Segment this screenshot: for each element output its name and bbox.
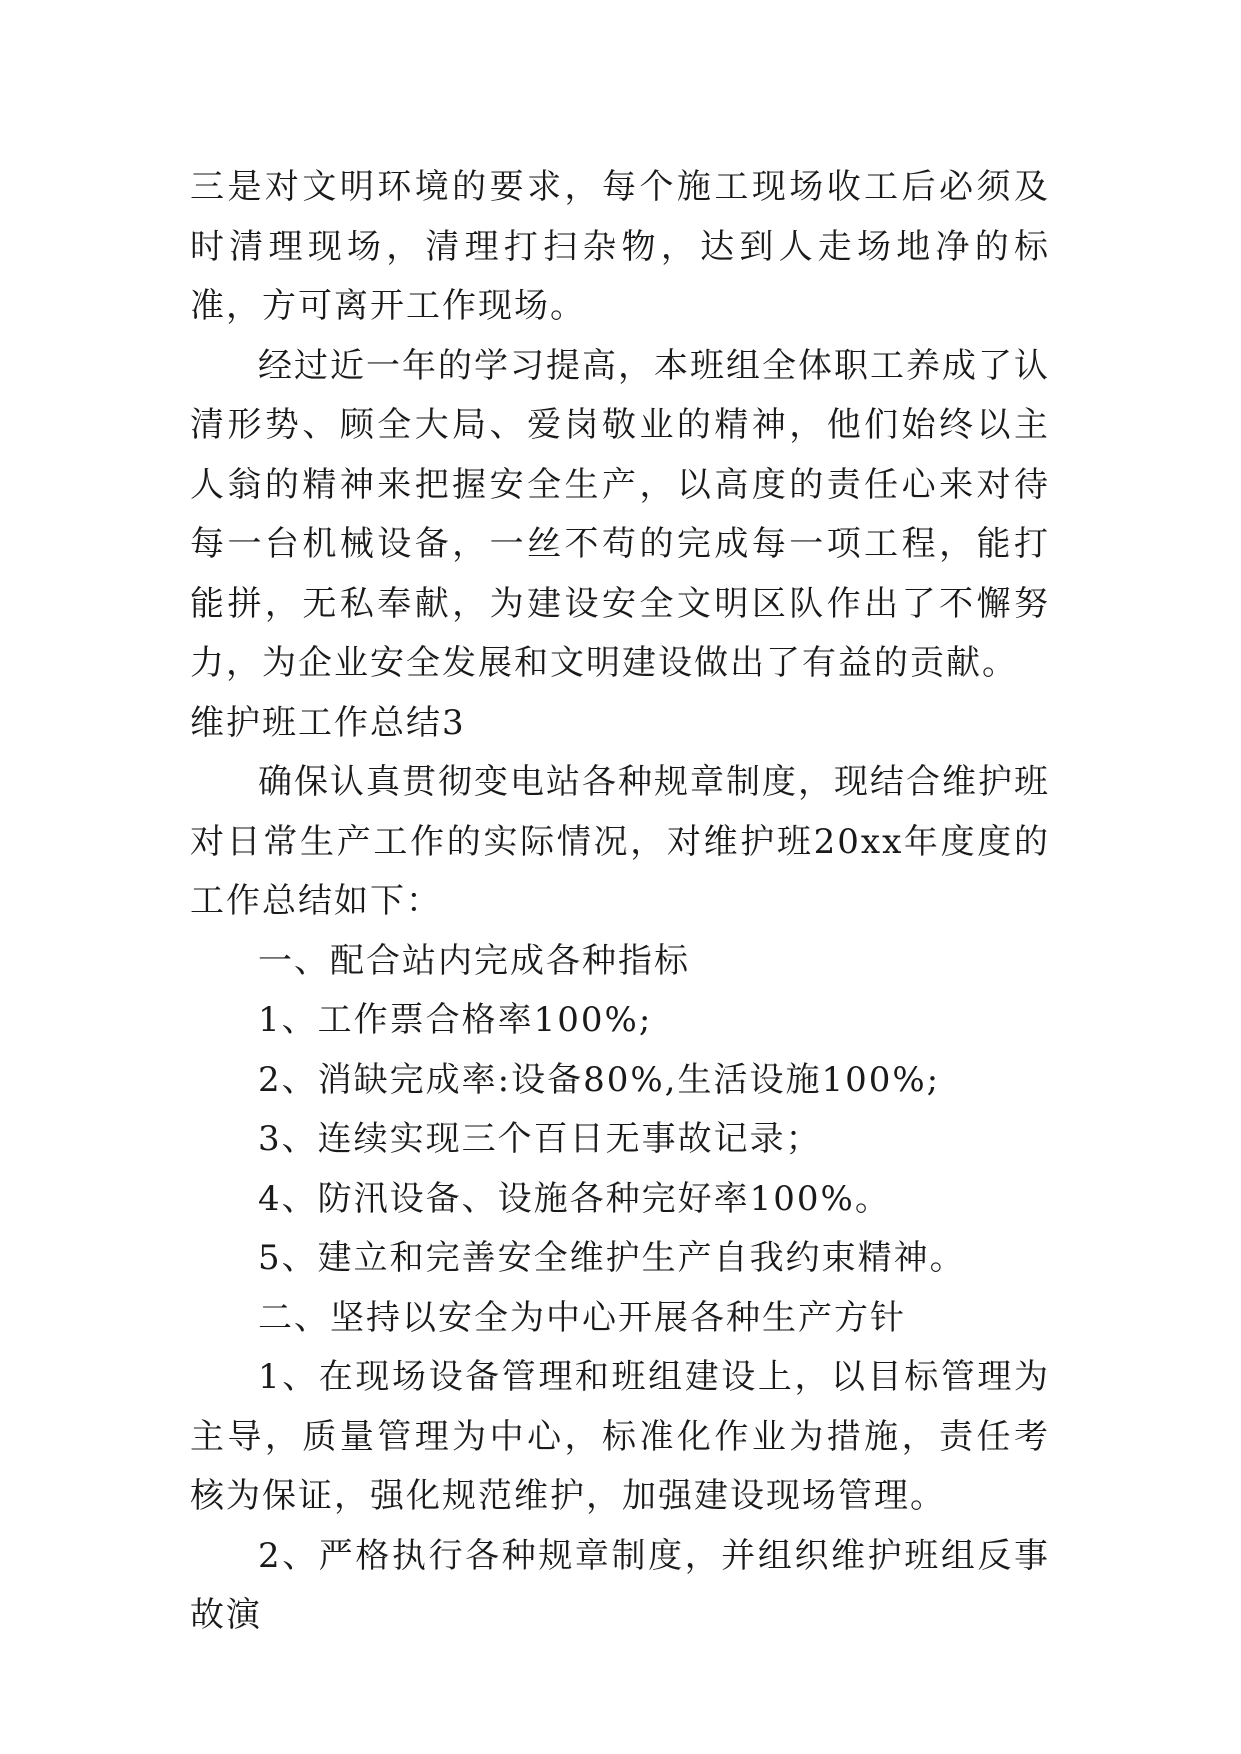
- list-item: 4、防汛设备、设施各种完好率100%。: [258, 1178, 891, 1219]
- list-item: 3、连续实现三个百日无事故记录；: [258, 1119, 822, 1159]
- list-item: 5、建立和完善安全维护生产自我约束精神。: [258, 1238, 966, 1278]
- paragraph-intro: 确保认真贯彻变电站各种规章制度，现结合维护班对日常生产工作的实际情况，对维护班20xx年度度的工作总结如下：: [190, 762, 1050, 921]
- list-heading-indicators: 一、配合站内完成各种指标: [258, 940, 690, 981]
- list-item: 2、严格执行各种规章制度，并组织维护班组反事故演: [190, 1535, 1050, 1635]
- document-body: [190, 158, 1050, 1646]
- paragraph-civilized-environment: 三是对文明环境的要求，每个施工现场收工后必须及时清理现场，清理打扫杂物，达到人走场地净的标准，方可离开工作现场。: [190, 167, 1050, 326]
- list-item: 1、在现场设备管理和班组建设上，以目标管理为主导，质量管理为中心，标准化作业为措施，责任考核为保证，强化规范维护，加强建设现场管理。: [190, 1357, 1050, 1516]
- section-heading: 维护班工作总结3: [190, 702, 466, 743]
- list-item: 1、工作票合格率100%;: [258, 1000, 653, 1040]
- paragraph-year-summary: 经过近一年的学习提高，本班组全体职工养成了认清形势、顾全大局、爱岗敬业的精神，他们始终以主人翁的精神来把握安全生产，以高度的责任心来对待每一台机械设备，一丝不苟的完成每一项工程，能打能拼，无私奉献，为建设安全文明区队作出了不懈努力，为企业安全发展和文明建设做出了有益的贡献。: [190, 345, 1050, 683]
- list-heading-safety: 二、坚持以安全为中心开展各种生产方针: [258, 1297, 906, 1338]
- list-item: 2、消缺完成率:设备80%,生活设施100%;: [258, 1059, 941, 1100]
